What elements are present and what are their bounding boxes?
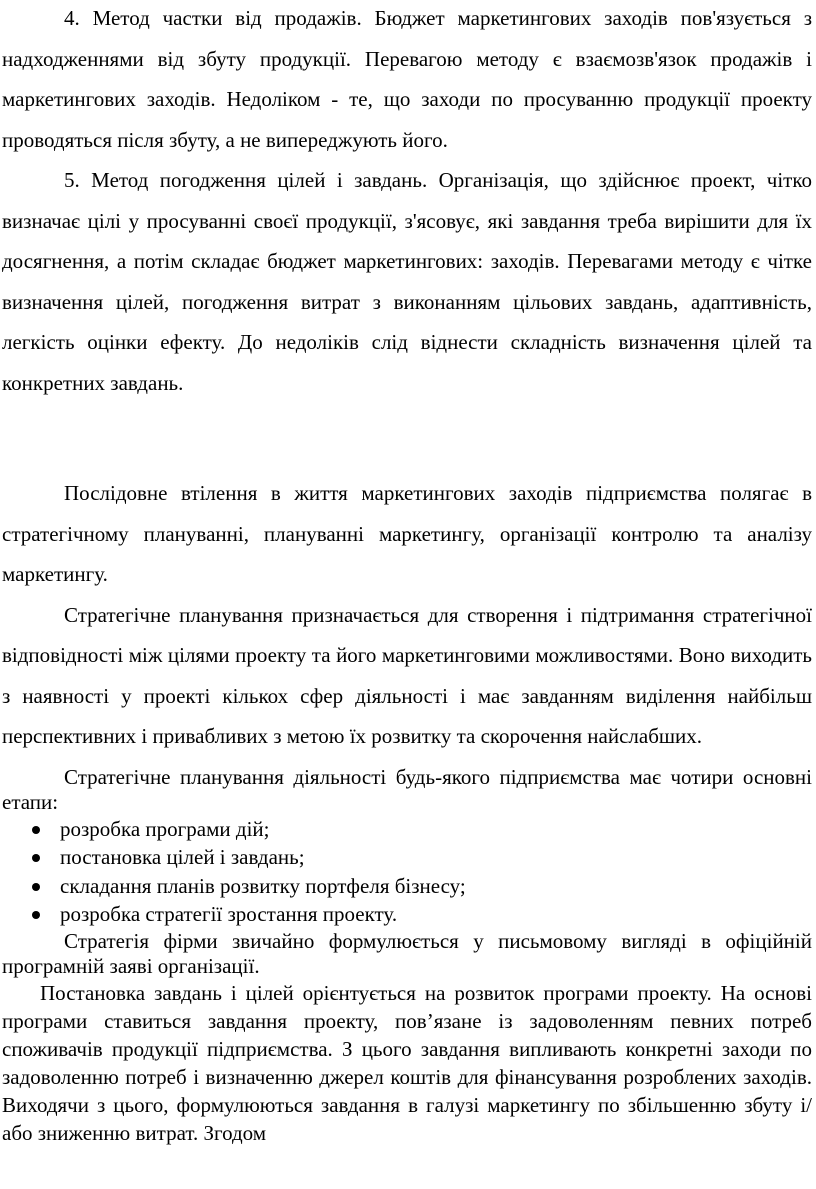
- method-4-paragraph: 4. Метод частки від продажів. Бюджет маркетингових заходів пов'язується з надходженнями від збуту продукції. Перевагою методу є взаємозв'язок продажів і маркетингових заходів. Недоліком - те, що заходи по просуванню продукції проекту проводяться після збуту, а не випереджують його.: [2, 6, 812, 152]
- list-item: [2, 872, 812, 901]
- strategy-paragraph: Стратегія фірми звичайно формулюється у письмовому вигляді в офіційній програмній заяві організації.: [2, 928, 812, 978]
- methods-section: [2, 0, 812, 403]
- stage-text: розробка стратегії зростання проекту.: [60, 902, 398, 926]
- implementation-paragraph: Послідовне втілення в життя маркетингових заходів підприємства полягає в стратегічному плануванні, плануванні маркетингу, організації контролю та аналізу маркетингу.: [2, 481, 812, 586]
- stages-section: [2, 765, 812, 979]
- goals-section: [2, 979, 812, 1147]
- stages-intro: Стратегічне планування діяльності будь-якого підприємства має чотири основні етапи:: [2, 764, 812, 814]
- list-item: [2, 843, 812, 872]
- goals-paragraph: Постановка завдань і цілей орієнтується на розвиток програми проекту. На основі програми ставиться завдання проекту, пов’язане із задоволенням певних потреб споживачів продукції підприємства. З цього завдання випливають конкретні заходи по задоволенню потреб і визначенню джерел коштів для фінансування розроблених заходів. Виходячи з цього, формулюються завдання в галузі маркетингу по збільшенню збуту і/або зниженню витрат. Згодом: [2, 980, 812, 1145]
- stages-list: [2, 815, 812, 929]
- strategic-planning-paragraph: Стратегічне планування призначається для створення і підтримання стратегічної відповідності між цілями проекту та його маркетинговими можливостями. Воно виходить з наявності у проекті кількох сфер діяльності і має завданням виділення найбільш перспективних і привабливих з метою їх розвитку та скорочення найслабших.: [2, 602, 812, 748]
- stage-text: складання планів розвитку портфеля бізнесу;: [60, 873, 466, 898]
- planning-section: [2, 473, 812, 757]
- bullet-icon: [32, 826, 40, 834]
- bullet-icon: [32, 854, 40, 862]
- bullet-icon: [32, 911, 40, 919]
- method-5-paragraph: 5. Метод погодження цілей і завдань. Організація, що здійснює проект, чітко визначає цілі у просуванні своєї продукції, з'ясовує, які завдання треба вирішити для їх досягнення, а потім складає бюджет маркетингових: заходів. Перевагами методу є чітке визначення цілей, погодження витрат з виконанням цільових завдань, адаптивність, легкість оцінки ефекту. До недоліків слід віднести складність визначення цілей та конкретних завдань.: [2, 168, 812, 395]
- stage-text: постановка цілей і завдань;: [60, 845, 305, 869]
- stage-text: розробка програми дій;: [60, 816, 270, 841]
- list-item: [2, 815, 812, 844]
- section-gap: [2, 403, 812, 473]
- list-item: [2, 900, 812, 929]
- bullet-icon: [32, 883, 40, 891]
